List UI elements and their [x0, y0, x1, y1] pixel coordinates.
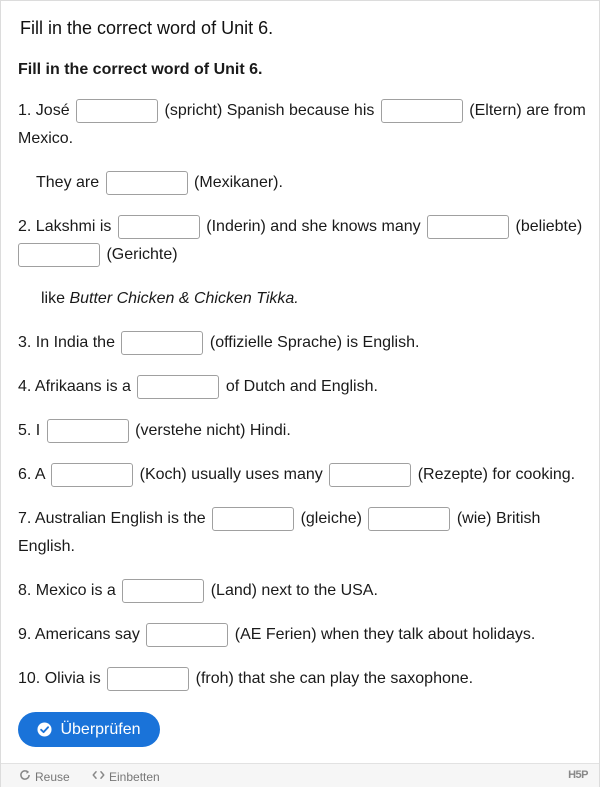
check-button[interactable] [18, 712, 160, 747]
task-content [18, 53, 588, 709]
q1b-text-1: (Mexikaner). [194, 174, 283, 191]
q1-text-1: (spricht) Spanish because his [164, 102, 375, 119]
q2b-text-0: like [41, 290, 70, 307]
q5-text-0: 5. I [18, 422, 41, 439]
q8-text-0: 8. Mexico is a [18, 582, 116, 599]
h5p-footer [1, 763, 599, 787]
q3-text-1: (offizielle Sprache) is English. [209, 334, 420, 351]
q7-blank-2[interactable] [368, 507, 450, 531]
q1-blank-1[interactable] [76, 99, 158, 123]
q2-blank-2[interactable] [427, 215, 509, 239]
q2-text-3: (Gerichte) [106, 246, 178, 263]
question-1 [18, 97, 588, 153]
q5-blank-1[interactable] [47, 419, 129, 443]
q1-text-2: (Eltern) are from Mexico. [18, 102, 586, 147]
question-4 [18, 373, 588, 401]
q4-blank-1[interactable] [137, 375, 219, 399]
q4-text-1: of Dutch and English. [225, 378, 378, 395]
q10-text-1: (froh) that she can play the saxophone. [195, 670, 474, 687]
question-7 [18, 505, 588, 561]
q7-text-1: (gleiche) [300, 510, 362, 527]
q4-text-0: 4. Afrikaans is a [18, 378, 131, 395]
check-circle-icon [37, 722, 52, 737]
question-2b [18, 285, 588, 313]
q2-blank-1[interactable] [118, 215, 200, 239]
q7-text-0: 7. Australian English is the [18, 510, 206, 527]
question-9 [18, 621, 588, 649]
reuse-label: Reuse [35, 769, 70, 784]
question-2 [18, 213, 588, 269]
q2-blank-3[interactable] [18, 243, 100, 267]
reuse-link[interactable] [19, 769, 70, 784]
question-10 [18, 665, 588, 693]
code-icon [92, 769, 105, 784]
q8-blank-1[interactable] [122, 579, 204, 603]
embed-label: Einbetten [109, 769, 160, 784]
check-button-label: Überprüfen [60, 720, 141, 738]
q2b-italic: Butter Chicken & Chicken Tikka. [69, 290, 299, 307]
q6-text-2: (Rezepte) for cooking. [417, 466, 576, 483]
q1-blank-2[interactable] [381, 99, 463, 123]
q6-blank-2[interactable] [329, 463, 411, 487]
refresh-icon [19, 769, 31, 784]
q5-text-1: (verstehe nicht) Hindi. [135, 422, 291, 439]
q1-text-0: 1. José [18, 102, 70, 119]
q1b-blank-1[interactable] [106, 171, 188, 195]
q1b-text-0: They are [36, 174, 100, 191]
q6-blank-1[interactable] [51, 463, 133, 487]
question-6 [18, 461, 588, 489]
h5p-logo: H5P [568, 769, 588, 781]
q10-blank-1[interactable] [107, 667, 189, 691]
q8-text-1: (Land) next to the USA. [210, 582, 378, 599]
question-5 [18, 417, 588, 445]
q9-blank-1[interactable] [146, 623, 228, 647]
q3-text-0: 3. In India the [18, 334, 115, 351]
q2-text-2: (beliebte) [515, 218, 583, 235]
q6-text-0: 6. A [18, 466, 45, 483]
question-8 [18, 577, 588, 605]
question-1b [18, 169, 588, 197]
question-3 [18, 329, 588, 357]
q2-text-1: (Inderin) and she knows many [206, 218, 421, 235]
q10-text-0: 10. Olivia is [18, 670, 101, 687]
q2-text-0: 2. Lakshmi is [18, 218, 112, 235]
q9-text-0: 9. Americans say [18, 626, 140, 643]
embed-link[interactable] [92, 769, 160, 784]
q9-text-1: (AE Ferien) when they talk about holidays. [234, 626, 536, 643]
task-heading: Fill in the correct word of Unit 6. [18, 61, 263, 78]
q6-text-1: (Koch) usually uses many [139, 466, 323, 483]
q7-text-2: (wie) British English. [18, 510, 541, 555]
q7-blank-1[interactable] [212, 507, 294, 531]
page-title: Fill in the correct word of Unit 6. [20, 18, 274, 38]
q3-blank-1[interactable] [121, 331, 203, 355]
